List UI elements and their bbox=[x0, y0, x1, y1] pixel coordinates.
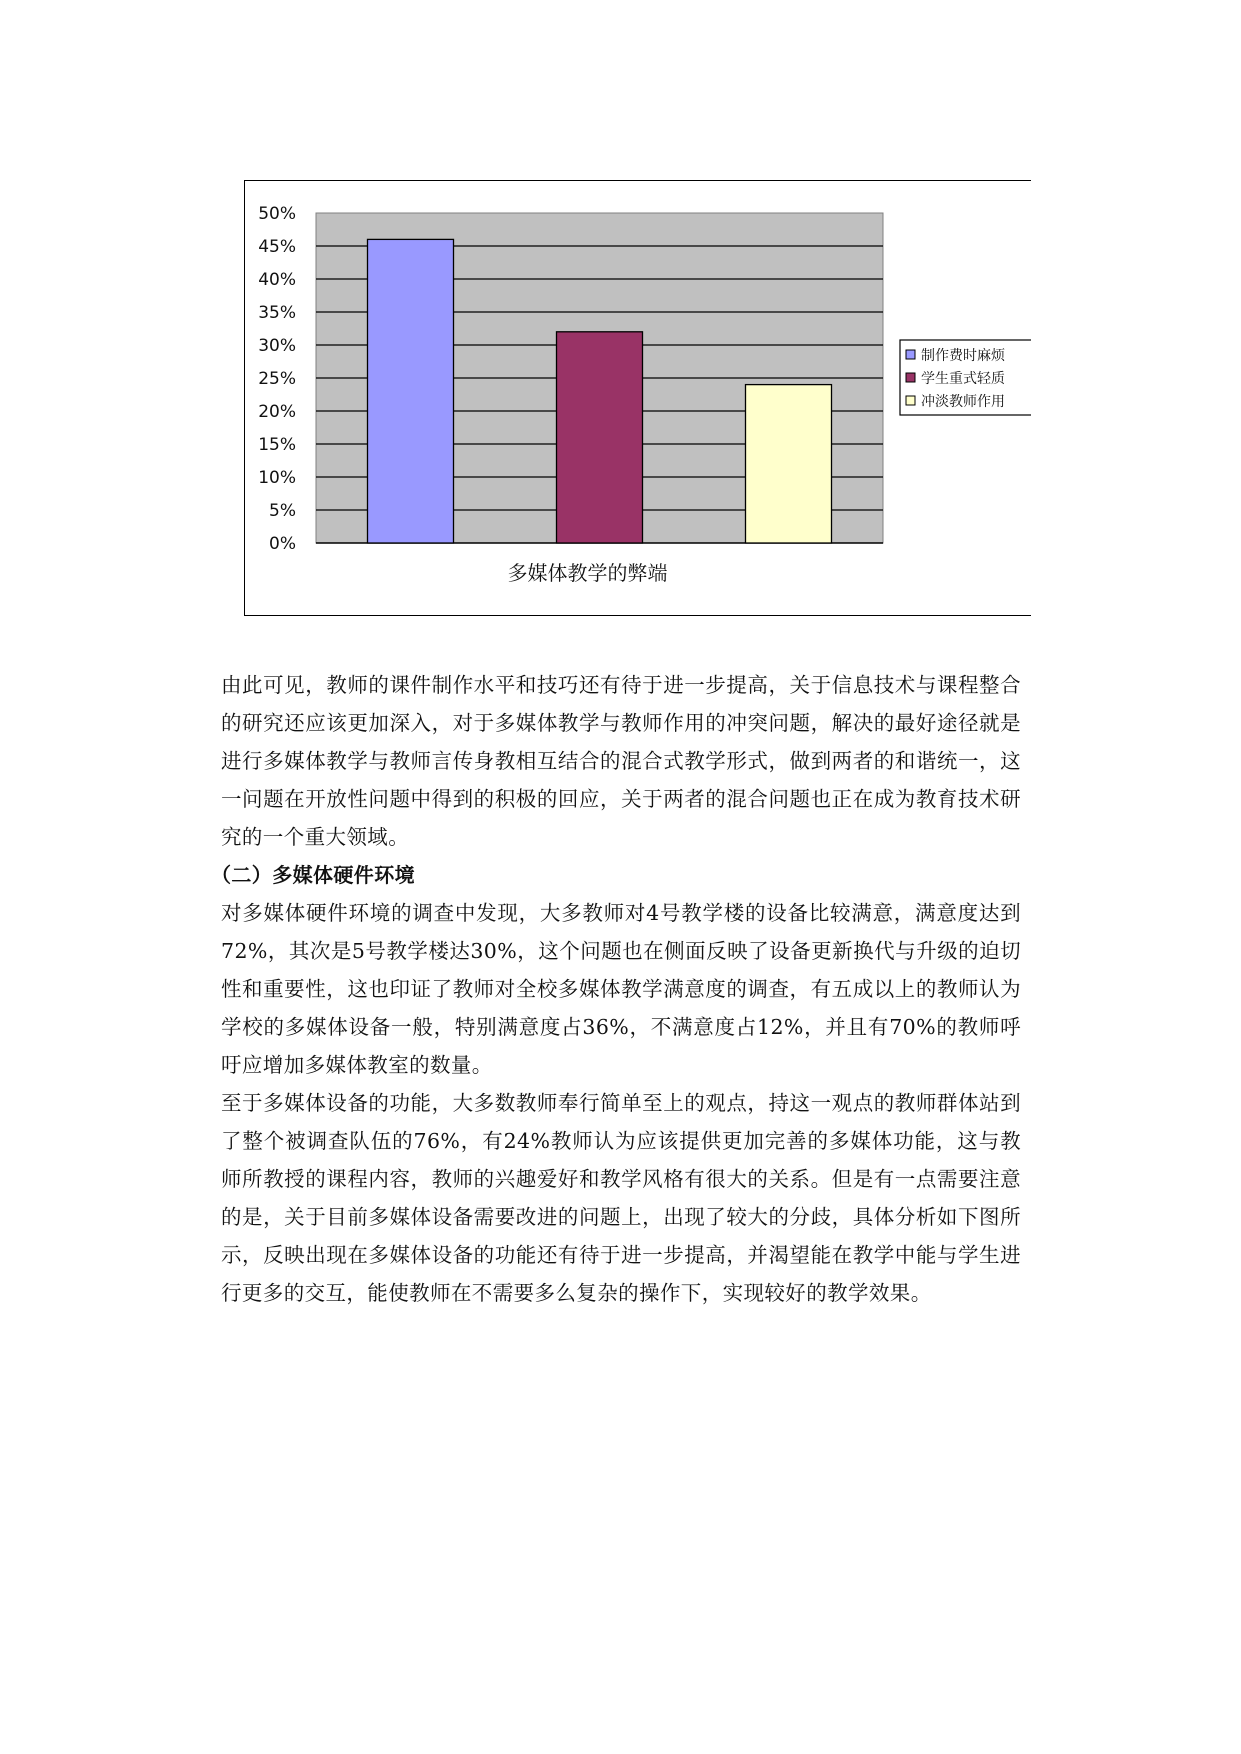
bar-1 bbox=[368, 239, 454, 543]
article-body bbox=[211, 666, 1021, 1312]
y-tick-label: 50% bbox=[258, 204, 296, 224]
y-tick-label: 40% bbox=[258, 270, 296, 290]
legend-label: 制作费时麻烦 bbox=[921, 348, 1005, 364]
y-tick-label: 35% bbox=[258, 303, 296, 323]
x-axis-label: 多媒体教学的弊端 bbox=[507, 561, 668, 585]
legend-swatch bbox=[906, 350, 915, 359]
paragraph-hardware: 对多媒体硬件环境的调查中发现，大多教师对4号教学楼的设备比较满意，满意度达到72%，其次是5号教学楼达30%，这个问题也在侧面反映了设备更新换代与升级的迫切性和重要性，这也印证了教师对全校多媒体教学满意度的调查，有五成以上的教师认为学校的多媒体设备一般，特别满意度占36%，不满意度占12%，并且有70%的教师呼吁应增加多媒体教室的数量。 bbox=[221, 901, 1021, 1077]
y-tick-label: 45% bbox=[258, 237, 296, 257]
y-tick-label: 5% bbox=[269, 501, 296, 521]
y-tick-label: 30% bbox=[258, 336, 296, 356]
legend-label: 学生重式轻质 bbox=[921, 371, 1005, 387]
legend-swatch bbox=[906, 396, 915, 405]
section-heading: （二）多媒体硬件环境 bbox=[211, 863, 415, 887]
legend-swatch bbox=[906, 373, 915, 382]
paragraph-conclusion: 由此可见，教师的课件制作水平和技巧还有待于进一步提高，关于信息技术与课程整合的研究还应该更加深入，对于多媒体教学与教师作用的冲突问题，解决的最好途径就是进行多媒体教学与教师言传身教相互结合的混合式教学形式，做到两者的和谐统一，这一问题在开放性问题中得到的积极的回应，关于两者的混合问题也正在成为教育技术研究的一个重大领域。 bbox=[221, 673, 1021, 849]
y-tick-label: 25% bbox=[258, 369, 296, 389]
legend-label: 冲淡教师作用 bbox=[921, 394, 1005, 410]
paragraph-functions: 至于多媒体设备的功能，大多数教师奉行简单至上的观点，持这一观点的教师群体站到了整个被调查队伍的76%，有24%教师认为应该提供更加完善的多媒体功能，这与教师所教授的课程内容，教师的兴趣爱好和教学风格有很大的关系。但是有一点需要注意的是，关于目前多媒体设备需要改进的问题上，出现了较大的分歧，具体分析如下图所示，反映出现在多媒体设备的功能还有待于进一步提高，并渴望能在教学中能与学生进行更多的交互，能使教师在不需要多么复杂的操作下，实现较好的教学效果。 bbox=[221, 1091, 1021, 1305]
y-tick-label: 15% bbox=[258, 435, 296, 455]
y-tick-label: 20% bbox=[258, 402, 296, 422]
y-tick-label: 10% bbox=[258, 468, 296, 488]
bar-2 bbox=[557, 332, 643, 543]
bar-chart bbox=[244, 180, 1031, 616]
bar-3 bbox=[746, 385, 832, 543]
y-tick-label: 0% bbox=[269, 534, 296, 554]
